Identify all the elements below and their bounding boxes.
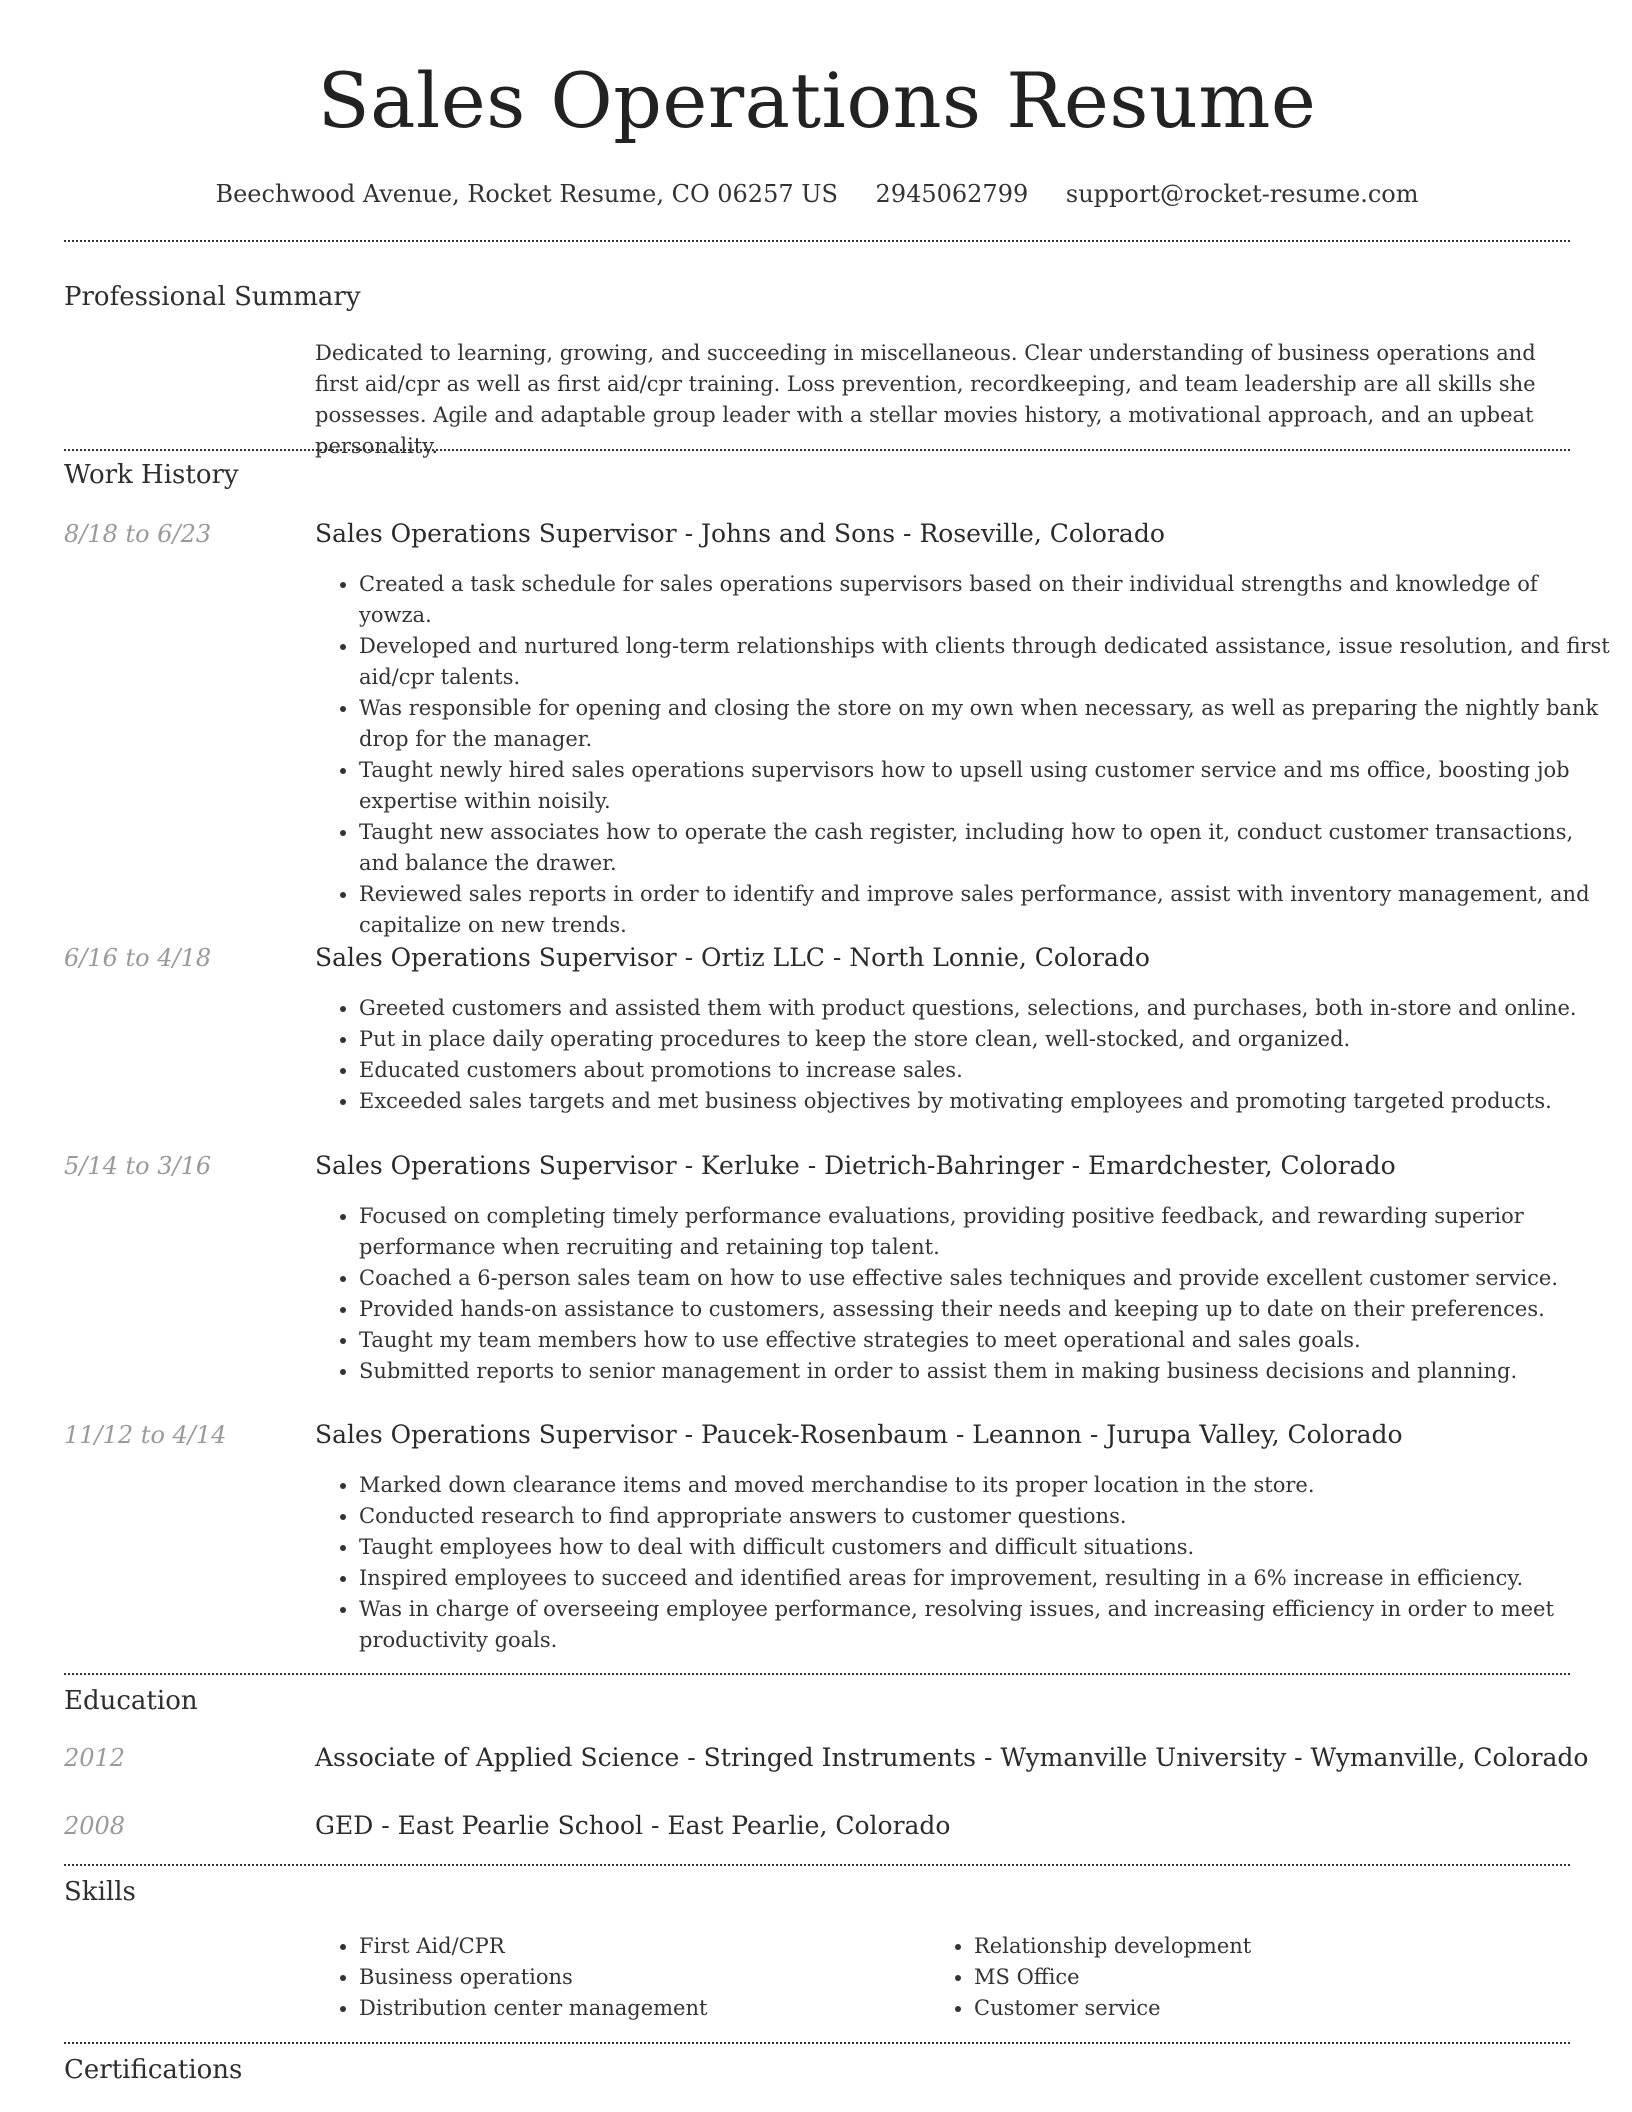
list-item: • Taught my team members how to use effective strategies to meet operational and sales goals. — [359, 1325, 1614, 1356]
divider — [64, 1673, 1570, 1675]
skill-item: • Distribution center management — [359, 1993, 919, 2024]
list-item: • Marked down clearance items and moved merchandise to its proper location in the store. — [359, 1470, 1614, 1501]
education-entry: Associate of Applied Science - Stringed Instruments - Wymanville University - Wymanville, Colorado — [315, 1743, 1589, 1772]
section-title-education: Education — [64, 1686, 198, 1716]
section-title-summary: Professional Summary — [64, 282, 361, 312]
list-item: • Provided hands-on assistance to customers, assessing their needs and keeping up to date on their preferences. — [359, 1294, 1614, 1325]
list-item: • Put in place daily operating procedures to keep the store clean, well-stocked, and organized. — [359, 1024, 1614, 1055]
list-item: • Coached a 6-person sales team on how to use effective sales techniques and provide excellent customer service. — [359, 1263, 1614, 1294]
list-item: • Was in charge of overseeing employee performance, resolving issues, and increasing efficiency in order to meet productivity goals. — [359, 1594, 1614, 1656]
job-bullets — [315, 1470, 1614, 1656]
contact-phone: 2945062799 — [875, 180, 1029, 208]
job-title: Sales Operations Supervisor - Kerluke - Dietrich-Bahringer - Emardchester, Colorado — [315, 1151, 1396, 1180]
skill-item: • Relationship development — [974, 1931, 1534, 1962]
list-item: • Educated customers about promotions to increase sales. — [359, 1055, 1614, 1086]
list-item: • Conducted research to find appropriate answers to customer questions. — [359, 1501, 1614, 1532]
divider — [64, 240, 1570, 242]
contact-email: support@rocket-resume.com — [1065, 180, 1419, 208]
job-bullets — [315, 1201, 1614, 1387]
education-entry: GED - East Pearlie School - East Pearlie, Colorado — [315, 1811, 951, 1840]
job-date: 5/14 to 3/16 — [64, 1152, 212, 1180]
job-title: Sales Operations Supervisor - Paucek-Rosenbaum - Leannon - Jurupa Valley, Colorado — [315, 1420, 1403, 1449]
list-item: • Taught employees how to deal with difficult customers and difficult situations. — [359, 1532, 1614, 1563]
list-item: • Developed and nurtured long-term relationships with clients through dedicated assistance, issue resolution, and first aid/cpr talents. — [359, 631, 1614, 693]
divider — [64, 1864, 1570, 1866]
skills-list-right — [930, 1931, 1534, 2024]
summary-text: Dedicated to learning, growing, and succeeding in miscellaneous. Clear understanding of business operations and first aid/cpr as well as first aid/cpr training. Loss prevention, recordkeeping, and team leadership are all skills she possesses. Agile and adaptable group leader with a stellar movies history, a motivational approach, and an upbeat personality. — [315, 341, 1536, 458]
list-item: • Taught new associates how to operate the cash register, including how to open it, conduct customer transactions, and balance the drawer. — [359, 817, 1614, 879]
list-item: • Created a task schedule for sales operations supervisors based on their individual strengths and knowledge of yowza. — [359, 569, 1614, 631]
resume-page — [64, 0, 1610, 2085]
contact-address: Beechwood Avenue, Rocket Resume, CO 06257 US — [215, 180, 838, 208]
divider — [64, 449, 1570, 451]
job-date: 8/18 to 6/23 — [64, 520, 212, 548]
job-bullets — [315, 569, 1614, 941]
skill-item: • First Aid/CPR — [359, 1931, 919, 1962]
job-title: Sales Operations Supervisor - Johns and Sons - Roseville, Colorado — [315, 519, 1165, 548]
skill-item: • Customer service — [974, 1993, 1534, 2024]
job-title: Sales Operations Supervisor - Ortiz LLC - North Lonnie, Colorado — [315, 943, 1150, 972]
list-item: • Submitted reports to senior management in order to assist them in making business decisions and planning. — [359, 1356, 1614, 1387]
list-item: • Exceeded sales targets and met business objectives by motivating employees and promoting targeted products. — [359, 1086, 1614, 1117]
job-bullets — [315, 993, 1614, 1117]
divider — [64, 2042, 1570, 2044]
list-item: • Inspired employees to succeed and identified areas for improvement, resulting in a 6% increase in efficiency. — [359, 1563, 1614, 1594]
list-item: • Taught newly hired sales operations supervisors how to upsell using customer service and ms office, boosting job expertise within noisily. — [359, 755, 1614, 817]
education-date: 2012 — [64, 1744, 126, 1772]
section-title-skills: Skills — [64, 1877, 136, 1907]
job-date: 6/16 to 4/18 — [64, 944, 212, 972]
skill-item: • Business operations — [359, 1962, 919, 1993]
list-item: • Focused on completing timely performance evaluations, providing positive feedback, and rewarding superior performance when recruiting and retaining top talent. — [359, 1201, 1614, 1263]
list-item: • Greeted customers and assisted them with product questions, selections, and purchases, both in-store and online. — [359, 993, 1614, 1024]
skill-item: • MS Office — [974, 1962, 1534, 1993]
resume-title: Sales Operations Resume — [317, 56, 1317, 145]
skills-list-left — [315, 1931, 919, 2024]
section-title-certifications: Certifications — [64, 2055, 243, 2085]
contact-line — [64, 176, 1570, 212]
job-date: 11/12 to 4/14 — [64, 1421, 227, 1449]
list-item: • Reviewed sales reports in order to identify and improve sales performance, assist with inventory management, and capitalize on new trends. — [359, 879, 1614, 941]
section-title-work: Work History — [64, 460, 239, 490]
list-item: • Was responsible for opening and closing the store on my own when necessary, as well as preparing the nightly bank drop for the manager. — [359, 693, 1614, 755]
education-date: 2008 — [64, 1812, 126, 1840]
